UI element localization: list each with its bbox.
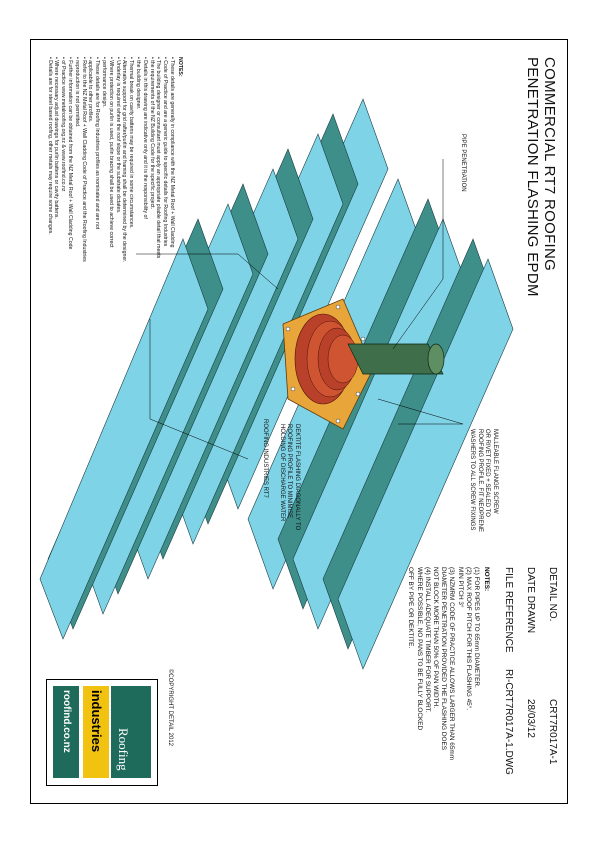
notes-right-list (406, 567, 480, 760)
file-reference-value: RI-CRT7R017A-1.DWG (503, 669, 514, 775)
note-left-item: • These details are generally in compliance with the NZ Metal Roof + Wall Cladding (169, 57, 175, 248)
label-dektite-line: DEKTITE FLASHING DIAGONALLY TO (294, 424, 300, 531)
note-left-item: • Thermal break on cavity battens may be required in some circumstances. (128, 57, 135, 229)
note-left-item: • These details are for Roofing Industries profiles as nominated and are not (94, 57, 101, 230)
logo-industries: industries (89, 690, 104, 753)
note-left-item: • Code of Practice and are a generic guide to specific details for Roofing Industries (162, 57, 169, 247)
note-left-item: • Further information can be obtained from the NZ Metal Roof + Wall Cladding Code (67, 57, 74, 250)
label-roofing: ROOFING INDUSTRIES RT7 (262, 419, 268, 498)
label-dektite (278, 424, 301, 530)
note-right-item: WHERE POSSIBLE, NO PANS TO BE FULLY BLOCKED (415, 567, 423, 731)
note-left-item: • applicable to other profiles. (87, 57, 94, 123)
label-dektite-line: ROOFING PROFILE TO MINIMISE (286, 424, 293, 519)
notes-right-heading: NOTES: (483, 567, 490, 592)
note-right-item: OFF BY PIPE OR DEKTITE. (407, 567, 415, 649)
notes-left-heading: NOTES: (177, 57, 183, 77)
label-pipe: PIPE PENETRATION (460, 134, 466, 192)
note-left-item: • the requirements of the NZ Building Code for the specific project. (148, 57, 155, 210)
note-right-item: NOT BLOCK MORE THAN 50% OF PAN WIDTH. (431, 567, 439, 708)
note-left-item: • Where protection on purlin is used, purlin bracing shall be used to achieve correct (107, 57, 114, 248)
note-left-item: • Where necessary adjust drawings for purlin battens or cavity battens. (53, 57, 60, 219)
label-flange-line: OR RIVET FIXED + SEALED TO (484, 429, 491, 517)
file-reference-label: FILE REFERENCE (503, 567, 514, 653)
logo-middle-block (83, 686, 109, 778)
title-line-1: COMMERCIAL RT7 ROOFING (541, 57, 558, 272)
note-right-item: (1) FOR PIPES UP TO 65mm DIAMETER. (473, 567, 480, 688)
note-left-item: • of Practice www.metalroofing.org.nz & www.rooﬁnd.co.nz (60, 57, 67, 192)
logo-box (46, 679, 158, 786)
label-flange (468, 429, 498, 532)
pipe (348, 344, 444, 374)
title-line-2: PENETRATION FLASHING EPDM (524, 57, 541, 297)
note-left-item: • Alternative support for grid rafter/purlin and framing shall be determined by the designer. (121, 57, 128, 263)
label-flange-line: WASHERS TO ALL SCREW FIXINGS (469, 429, 476, 531)
logo-bottom-block (53, 686, 79, 778)
label-flange-line: MALLEABLE FLANGE SCREW (492, 429, 498, 514)
logo-url: roofind.co.nz (61, 690, 72, 753)
note-right-item: MIN PITCH 3° (456, 567, 464, 608)
detail-no-label: DETAIL NO. (547, 567, 558, 622)
note-left-item: • reproduction is not permitted. (73, 57, 80, 128)
note-left-item: • Refer to the NZ Metal Roof + Wall Cladding Code of Practice and the Roofing Industries (80, 57, 87, 262)
note-left-item: • Underlay is required where the roof slope or the substrate dictates. (114, 57, 121, 214)
note-left-item: • Details in this drawing are indicative only and it is the responsibility of (141, 57, 148, 219)
logo-top-block (111, 686, 151, 778)
label-flange-line: ROOFING PROFILE. FIT NEOPRENE (477, 429, 483, 532)
note-left-item: • the building designer. (135, 57, 142, 110)
logo-roofing: Roofing (116, 728, 131, 771)
note-left-item: • performance design. (101, 57, 108, 108)
note-left-item: • Details are for steel based roofing, other metals may require some changes. (46, 57, 53, 235)
detail-no-value: CRT7R017A-1 (547, 699, 558, 765)
note-right-item: DIAMETER PENETRATION PROVIDED THE FLASHING DOES (440, 567, 448, 750)
note-right-item: (4) INSTALL ADEQUATE TIMBER FOR SUPPORT. (423, 567, 431, 713)
note-right-item: (3) NZMRM CODE OF PRACTICE ALLOWS LARGER THAN 65mm (448, 567, 456, 761)
date-drawn-value: 28/03/12 (525, 699, 536, 738)
date-drawn-label: DATE DRAWN (525, 567, 536, 634)
copyright: ©COPYRIGHT DETAIL 2012 (167, 669, 173, 747)
note-left-item: • The building designer or consultant must apply an appropriate pliable detail that meets (155, 57, 162, 259)
note-right-item: (2) MAX ROOF PITCH FOR THIS FLASHING 45°. (464, 567, 472, 711)
rotated-drawing (30, 39, 568, 804)
label-dektite-line: HOLDING OF DISCHARGE WATER (279, 424, 285, 522)
